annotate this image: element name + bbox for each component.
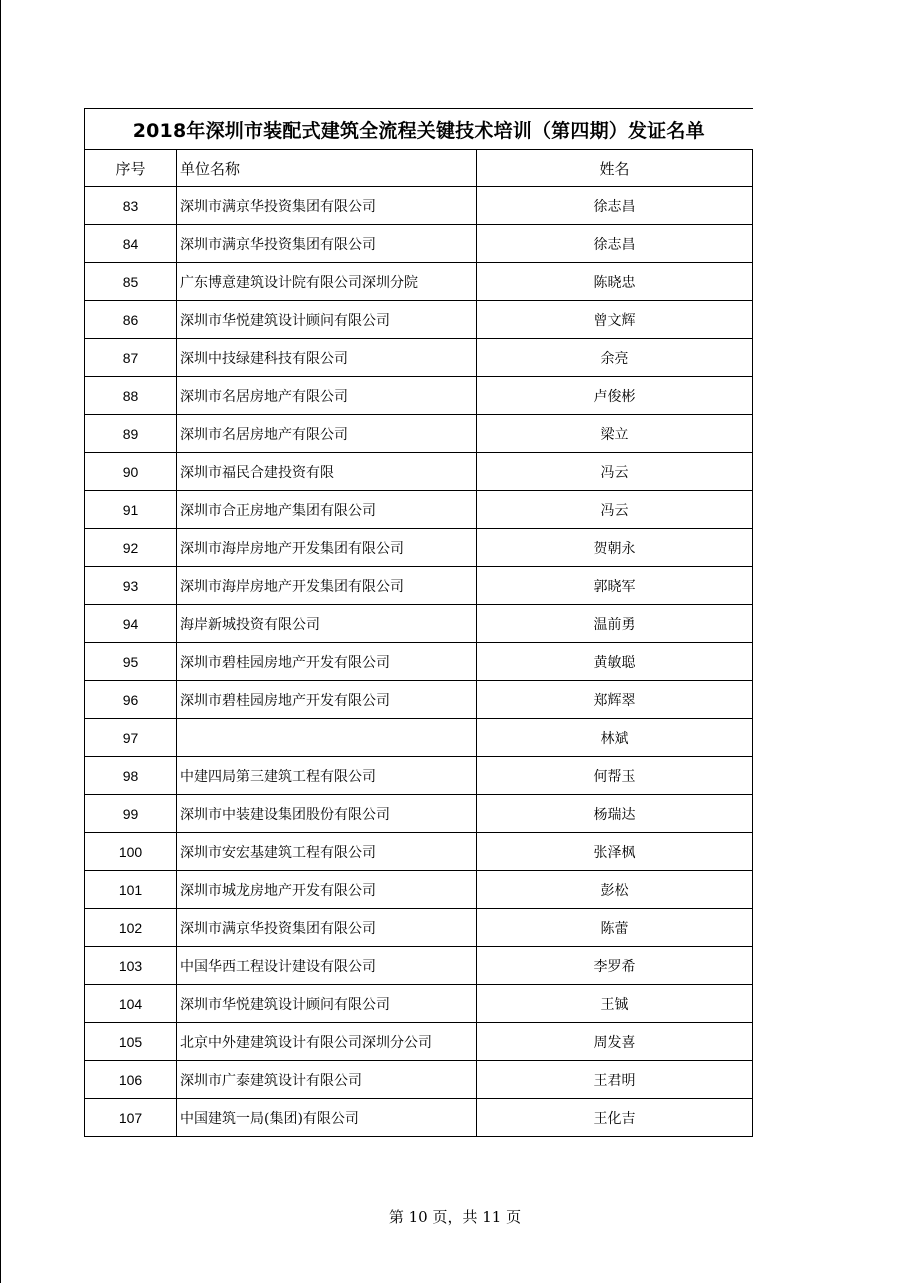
row-unit: 深圳市名居房地产有限公司 (177, 415, 477, 453)
table-row (85, 681, 753, 719)
table-row (85, 909, 753, 947)
row-unit: 中建四局第三建筑工程有限公司 (177, 757, 477, 795)
row-unit: 海岸新城投资有限公司 (177, 605, 477, 643)
row-unit: 深圳市福民合建投资有限 (177, 453, 477, 491)
table-row (85, 187, 753, 225)
row-seq: 90 (85, 453, 177, 491)
table-row (85, 643, 753, 681)
row-person-name: 彭松 (477, 871, 753, 909)
header-row (85, 150, 753, 187)
row-person-name: 余亮 (477, 339, 753, 377)
row-person-name: 陈蕾 (477, 909, 753, 947)
certificate-roster-sheet (84, 108, 752, 1137)
row-unit: 广东博意建筑设计院有限公司深圳分院 (177, 263, 477, 301)
row-person-name: 李罗希 (477, 947, 753, 985)
table-row (85, 529, 753, 567)
row-seq: 84 (85, 225, 177, 263)
row-unit: 深圳市碧桂园房地产开发有限公司 (177, 681, 477, 719)
row-seq: 100 (85, 833, 177, 871)
row-seq: 97 (85, 719, 177, 757)
table-row (85, 719, 753, 757)
row-seq: 98 (85, 757, 177, 795)
row-person-name: 黄敏聪 (477, 643, 753, 681)
row-unit: 深圳市海岸房地产开发集团有限公司 (177, 567, 477, 605)
row-person-name: 冯云 (477, 491, 753, 529)
table-row (85, 795, 753, 833)
row-seq: 83 (85, 187, 177, 225)
row-person-name: 温前勇 (477, 605, 753, 643)
table-row (85, 985, 753, 1023)
row-unit: 深圳市华悦建筑设计顾问有限公司 (177, 301, 477, 339)
table-row (85, 947, 753, 985)
row-unit: 深圳市满京华投资集团有限公司 (177, 187, 477, 225)
row-seq: 92 (85, 529, 177, 567)
row-seq: 106 (85, 1061, 177, 1099)
table-row (85, 605, 753, 643)
row-unit: 深圳市安宏基建筑工程有限公司 (177, 833, 477, 871)
row-seq: 86 (85, 301, 177, 339)
page-footer: 第 10 页，共 11 页 (388, 1208, 522, 1226)
table-row (85, 415, 753, 453)
row-unit: 深圳市满京华投资集团有限公司 (177, 909, 477, 947)
table-row (85, 301, 753, 339)
row-person-name: 郑辉翠 (477, 681, 753, 719)
table-row (85, 1061, 753, 1099)
table-row (85, 453, 753, 491)
table-row (85, 491, 753, 529)
row-person-name: 徐志昌 (477, 225, 753, 263)
title-row (85, 109, 753, 150)
column-header-unit: 单位名称 (177, 150, 477, 187)
row-unit: 深圳市满京华投资集团有限公司 (177, 225, 477, 263)
row-unit: 深圳市海岸房地产开发集团有限公司 (177, 529, 477, 567)
row-seq: 102 (85, 909, 177, 947)
table-row (85, 263, 753, 301)
row-person-name: 曾文辉 (477, 301, 753, 339)
table-row (85, 567, 753, 605)
table-row (85, 339, 753, 377)
row-seq: 103 (85, 947, 177, 985)
document-title: 2018年深圳市装配式建筑全流程关键技术培训（第四期）发证名单 (85, 109, 753, 150)
row-person-name: 杨瑞达 (477, 795, 753, 833)
row-seq: 87 (85, 339, 177, 377)
row-seq: 91 (85, 491, 177, 529)
row-person-name: 徐志昌 (477, 187, 753, 225)
row-person-name: 张泽枫 (477, 833, 753, 871)
column-header-name: 姓名 (477, 150, 753, 187)
table-row (85, 833, 753, 871)
row-seq: 96 (85, 681, 177, 719)
column-header-seq: 序号 (85, 150, 177, 187)
table-row (85, 377, 753, 415)
row-seq: 89 (85, 415, 177, 453)
row-person-name: 何帮玉 (477, 757, 753, 795)
row-unit: 中国建筑一局(集团)有限公司 (177, 1099, 477, 1137)
row-person-name: 贺朝永 (477, 529, 753, 567)
row-unit: 深圳市华悦建筑设计顾问有限公司 (177, 985, 477, 1023)
row-person-name: 王铖 (477, 985, 753, 1023)
row-unit: 深圳中技绿建科技有限公司 (177, 339, 477, 377)
row-seq: 94 (85, 605, 177, 643)
row-person-name: 梁立 (477, 415, 753, 453)
row-unit: 中国华西工程设计建设有限公司 (177, 947, 477, 985)
row-person-name: 陈晓忠 (477, 263, 753, 301)
row-unit: 深圳市城龙房地产开发有限公司 (177, 871, 477, 909)
row-seq: 101 (85, 871, 177, 909)
row-seq: 104 (85, 985, 177, 1023)
row-seq: 107 (85, 1099, 177, 1137)
page-edge-line (0, 0, 1, 1283)
row-seq: 105 (85, 1023, 177, 1061)
row-person-name: 王君明 (477, 1061, 753, 1099)
row-person-name: 卢俊彬 (477, 377, 753, 415)
row-unit: 北京中外建建筑设计有限公司深圳分公司 (177, 1023, 477, 1061)
table-row (85, 1023, 753, 1061)
row-unit: 深圳市合正房地产集团有限公司 (177, 491, 477, 529)
row-unit (177, 719, 477, 757)
table-row (85, 1099, 753, 1137)
table-row (85, 225, 753, 263)
row-person-name: 王化吉 (477, 1099, 753, 1137)
certificate-roster-table (84, 108, 753, 1137)
row-seq: 93 (85, 567, 177, 605)
row-unit: 深圳市中装建设集团股份有限公司 (177, 795, 477, 833)
row-seq: 88 (85, 377, 177, 415)
row-person-name: 郭晓军 (477, 567, 753, 605)
row-unit: 深圳市名居房地产有限公司 (177, 377, 477, 415)
row-unit: 深圳市碧桂园房地产开发有限公司 (177, 643, 477, 681)
row-seq: 85 (85, 263, 177, 301)
table-row (85, 757, 753, 795)
row-seq: 99 (85, 795, 177, 833)
row-unit: 深圳市广泰建筑设计有限公司 (177, 1061, 477, 1099)
row-seq: 95 (85, 643, 177, 681)
row-person-name: 林斌 (477, 719, 753, 757)
table-row (85, 871, 753, 909)
row-person-name: 周发喜 (477, 1023, 753, 1061)
row-person-name: 冯云 (477, 453, 753, 491)
